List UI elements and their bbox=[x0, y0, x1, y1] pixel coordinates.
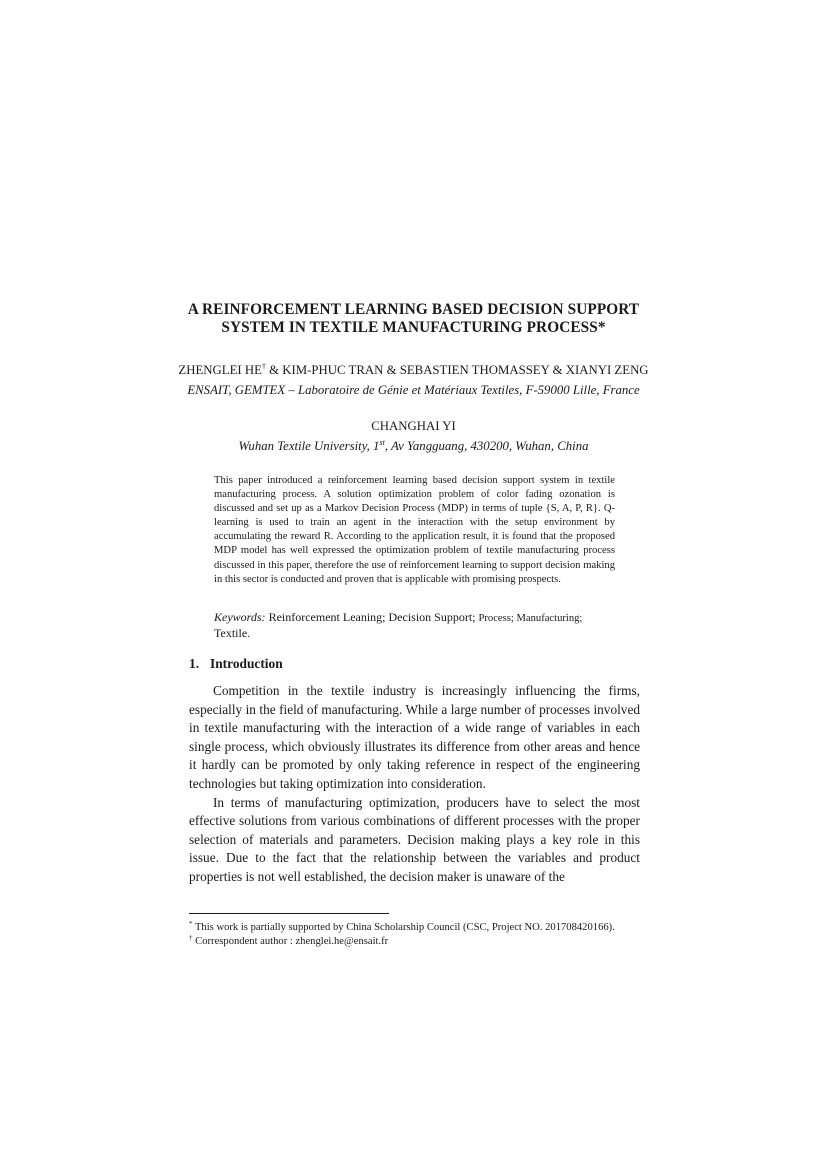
section-number: 1. bbox=[189, 656, 200, 671]
paper-title bbox=[120, 301, 707, 337]
abstract bbox=[214, 474, 615, 587]
footnote-text: Correspondent author : zhenglei.he@ensait.fr bbox=[192, 936, 389, 947]
keywords-main: Reinforcement Leaning; Decision Support; bbox=[265, 610, 479, 624]
title-line-2: SYSTEM IN TEXTILE MANUFACTURING PROCESS* bbox=[221, 319, 606, 336]
affiliation-2-sup: st bbox=[379, 438, 385, 447]
author-second: CHANGHAI YI bbox=[371, 419, 456, 433]
affiliation-1: ENSAIT, GEMTEX – Laboratoire de Génie et Matériaux Textiles, F-59000 Lille, France bbox=[187, 383, 640, 397]
keywords-label: Keywords: bbox=[214, 610, 266, 624]
dagger-mark: † bbox=[261, 362, 266, 371]
paragraph: Competition in the textile industry is increasingly influencing the firms, especially in the field of manufacturing. While a large number of processes involved in textile manufacturing with the interaction of a wide range of variables in each single process, which obviously illustrates its difference from other areas and hence it hardly can be promoted by only taking reference in respect of the engineering technologies but taking optimization into consideration. bbox=[189, 683, 640, 791]
affiliation-2 bbox=[100, 438, 727, 454]
keywords bbox=[214, 610, 615, 640]
author-names-rest: & KIM-PHUC TRAN & SEBASTIEN THOMASSEY & XIANYI ZENG bbox=[265, 363, 649, 377]
paragraph: In terms of manufacturing optimization, producers have to select the most effective solutions from various combinations of different processes with the proper selection of materials and parameters. Decision making plays a key role in this issue. Due to the fact that the relationship between the variables and product properties is not well established, the decision maker is unaware of the bbox=[189, 794, 640, 884]
keywords-small: Process; Manufacturing; bbox=[478, 613, 583, 624]
affiliation-2-post: , Av Yangguang, 430200, Wuhan, China bbox=[384, 439, 589, 453]
abstract-text: This paper introduced a reinforcement learning based decision support system in textile manufacturing process. A solution optimization problem of color fading ozonation is discussed and set up as a Markov Decision Process (MDP) in terms of tuple {S, A, P, R}. Q-learning is used to train an agent in the interaction with the setup environment by accumulating the reward R. According to the application result, it is found that the proposed MDP model has well expressed the optimization problem of textile manufacturing process discussed in this paper, therefore the use of reinforcement learning to support decision making in this sector is conducted and proven that is applicable with promising prospects. bbox=[214, 475, 615, 585]
affiliation-2-pre: Wuhan Textile University, 1 bbox=[238, 439, 380, 453]
footnote-divider bbox=[189, 913, 389, 914]
footnote bbox=[189, 921, 640, 935]
author-list bbox=[120, 362, 707, 378]
footnote-text: This work is partially supported by China Scholarship Council (CSC, Project NO. 201708420166). bbox=[192, 922, 615, 933]
footnote bbox=[189, 935, 640, 949]
section-heading bbox=[189, 656, 283, 672]
footnote-mark: * bbox=[189, 920, 193, 928]
footnote-mark: † bbox=[189, 934, 193, 942]
section-title: Introduction bbox=[210, 656, 283, 671]
footnotes bbox=[189, 921, 640, 949]
author-name-first: ZHENGLEI HE bbox=[178, 363, 262, 377]
title-line-1: A REINFORCEMENT LEARNING BASED DECISION SUPPORT bbox=[187, 301, 640, 318]
keywords-tail: Textile. bbox=[214, 626, 251, 640]
body-text bbox=[189, 682, 640, 887]
